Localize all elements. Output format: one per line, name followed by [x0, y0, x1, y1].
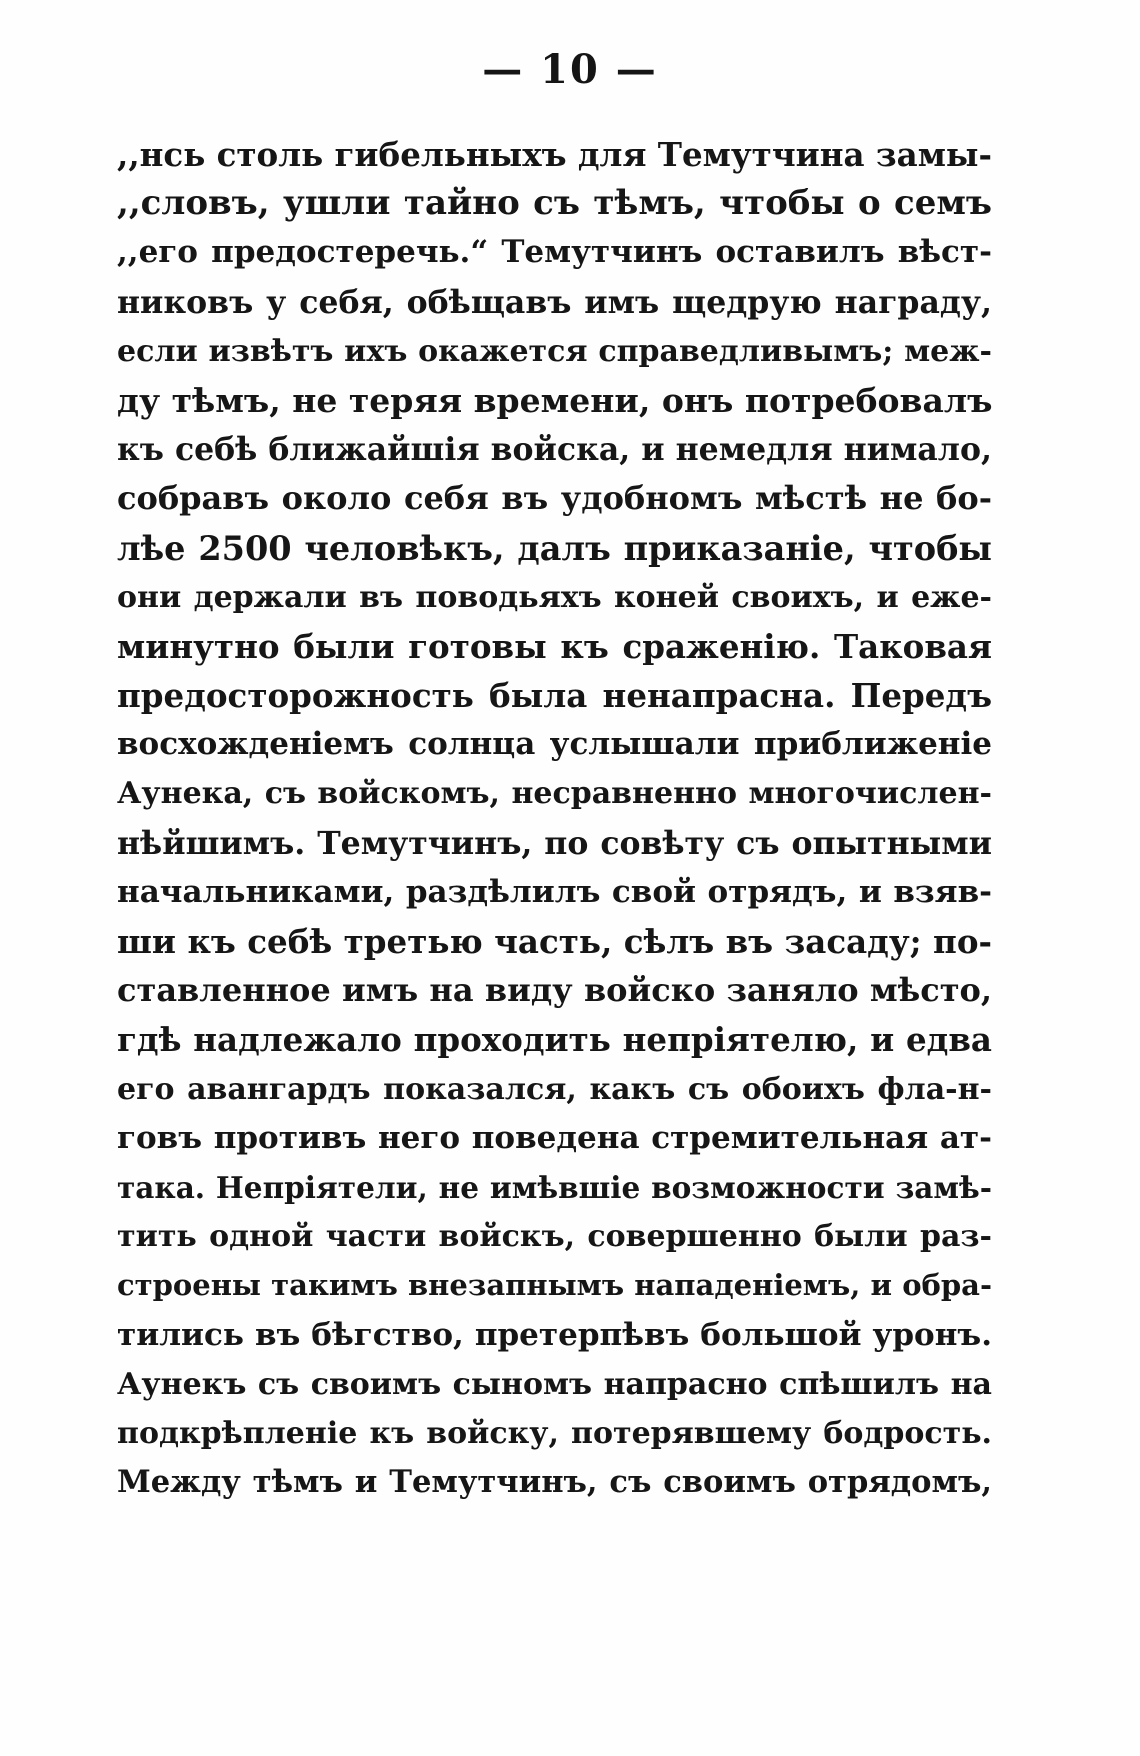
text-line: така. Непріятели, не имѣвшіе возможности замѣ- [117, 1169, 992, 1205]
text-line: его авангардъ показался, какъ съ обоихъ фла-н- [117, 1071, 992, 1107]
text-line: тить одной части войскъ, совершенно были раз- [117, 1219, 992, 1255]
text-line: подкрѣпленіе къ войску, потерявшему бодрость. [117, 1415, 992, 1451]
text-line: начальниками, раздѣлилъ свой отрядъ, и взяв- [117, 873, 992, 910]
text-line: ставленное имъ на виду войско заняло мѣсто, [117, 971, 992, 1010]
page-number: — 10 — [482, 46, 658, 93]
text-line: собравъ около себя въ удобномъ мѣстѣ не бо- [117, 479, 992, 518]
text-line: къ себѣ ближайшія войска, и немедля нимало, [117, 431, 992, 469]
text-line: говъ противъ него поведена стремительная ат- [117, 1119, 992, 1156]
text-line: гдѣ надлежало проходить непріятелю, и едва [117, 1020, 992, 1060]
text-line: ,,его предостеречь.“ Темутчинъ оставилъ вѣст- [117, 234, 992, 271]
text-line: лѣе 2500 человѣкъ, далъ приказаніе, чтобы [117, 528, 992, 568]
text-line: ,,словъ, ушли тайно съ тѣмъ, чтобы о семъ [117, 183, 992, 224]
text-line: они держали въ поводьяхъ коней своихъ, и еже- [117, 579, 992, 615]
text-line: минутно были готовы къ сраженію. Таковая [117, 626, 992, 666]
text-line: нѣйшимъ. Темутчинъ, по совѣту съ опытными [117, 824, 992, 862]
text-line: Аунекъ съ своимъ сыномъ напрасно спѣшилъ на [117, 1366, 992, 1402]
text-line: Аунека, съ войскомъ, несравненно многочислен- [117, 776, 992, 812]
text-line: никовъ у себя, обѣщавъ имъ щедрую награду, [117, 283, 992, 321]
text-line: ,,нсь столь гибельныхъ для Темутчина замы- [117, 135, 992, 174]
text-line: строены такимъ внезапнымъ нападеніемъ, и обра- [117, 1268, 992, 1303]
text-line: Между тѣмъ и Темутчинъ, съ своимъ отрядомъ, [117, 1464, 992, 1501]
text-line: ду тѣмъ, не теряя времени, онъ потребовалъ [117, 380, 993, 420]
text-line: восхожденіемъ солнца услышали приближеніе [117, 726, 992, 763]
text-line: тились въ бѣгство, претерпѣвъ большой уронъ. [117, 1316, 992, 1353]
text-line: если извѣтъ ихъ окажется справедливымъ; меж- [117, 333, 992, 369]
body-text [117, 130, 992, 1507]
text-line: ши къ себѣ третью часть, сѣлъ въ засаду; по- [117, 922, 992, 961]
text-line: предосторожность была ненапрасна. Передъ [117, 676, 992, 716]
